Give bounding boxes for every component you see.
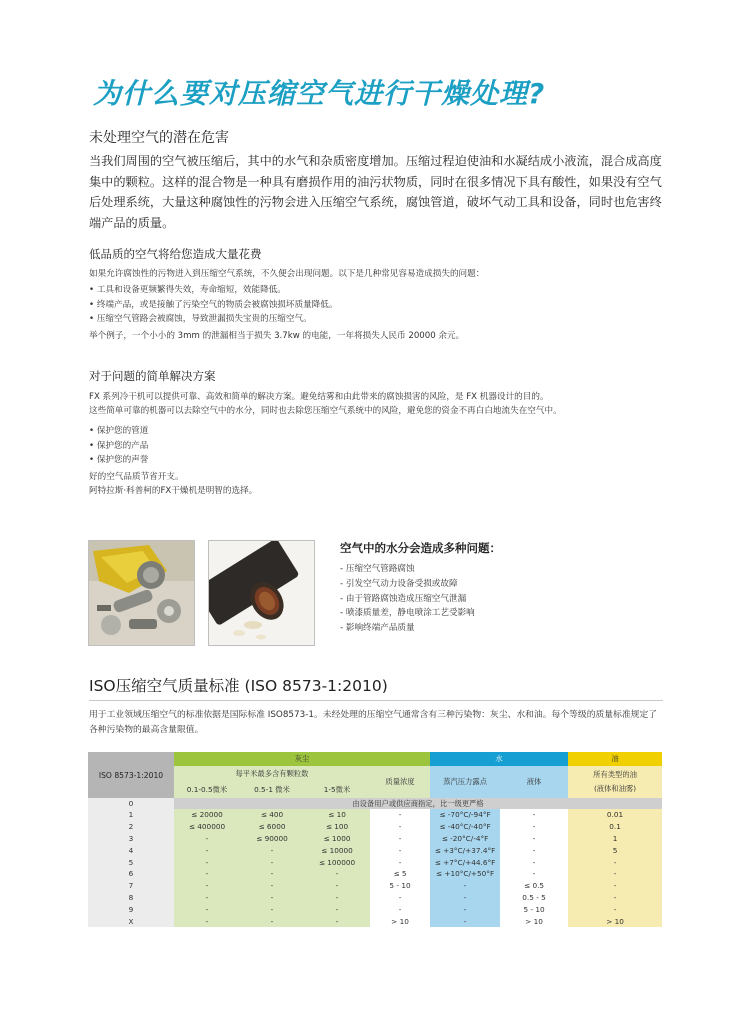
divider — [89, 700, 663, 701]
class-cell: 5 — [88, 856, 174, 868]
class-cell: 6 — [88, 868, 174, 880]
liquid-cell: - — [500, 868, 568, 880]
corroded-pipe-image — [208, 540, 315, 646]
table-row — [88, 880, 662, 892]
particle-0-1-0-5-cell: - — [174, 892, 240, 904]
particle-0-5-1-cell: ≤ 6000 — [240, 821, 304, 833]
list-item: • 保护您的声誉 — [89, 453, 562, 468]
dewpoint-cell: - — [430, 880, 500, 892]
class-cell: 3 — [88, 833, 174, 845]
list-item: - 压缩空气管路腐蚀 — [340, 562, 475, 577]
particle-0-1-0-5-cell: - — [174, 903, 240, 915]
oil-cell: - — [568, 903, 662, 915]
hazards-paragraph: 当我们周围的空气被压缩后，其中的水气和杂质密度增加。压缩过程迫使油和水凝结成小液流，混合成高度集中的颗粒。这样的混合物是一种具有磨损作用的油污状物质，同时在很多情况下具有酸性，如果没有空气后处理系统，大量这种腐蚀性的污物会进入压缩空气系统，腐蚀管道，破坏气动工具和设备，同时也危害终端产品的质量。 — [89, 154, 662, 230]
liquid-cell: ≤ 0.5 — [500, 880, 568, 892]
liquid-cell: 5 - 10 — [500, 903, 568, 915]
particle-0-5-1-cell: - — [240, 903, 304, 915]
list-item: • 保护您的管道 — [89, 424, 562, 439]
particle-0-1-0-5-cell: - — [174, 868, 240, 880]
size-range-header: 0.1-0.5微米 — [174, 782, 240, 798]
class-cell: 7 — [88, 880, 174, 892]
particle-0-1-0-5-cell: - — [174, 833, 240, 845]
dewpoint-cell: - — [430, 892, 500, 904]
particle-0-1-0-5-cell: - — [174, 844, 240, 856]
mass-cell: - — [370, 892, 430, 904]
oil-cell: - — [568, 856, 662, 868]
table-row — [88, 915, 662, 927]
particle-1-5-cell: - — [304, 915, 370, 927]
particle-1-5-cell: - — [304, 868, 370, 880]
particle-0-1-0-5-cell: - — [174, 915, 240, 927]
class-cell: 1 — [88, 809, 174, 821]
mass-cell: - — [370, 833, 430, 845]
costs-intro: 如果允许腐蚀性的污物进入到压缩空气系统，不久便会出现问题。以下是几种常见容易造成损失的问题： — [89, 269, 485, 279]
list-item: • 压缩空气管路会被腐蚀，导致泄漏损失宝贵的压缩空气。 — [89, 312, 484, 327]
mass-concentration-header: 质量浓度 — [370, 766, 430, 798]
iso-quality-table — [88, 752, 662, 927]
class-cell: 9 — [88, 903, 174, 915]
liquid-cell: - — [500, 844, 568, 856]
table-row — [88, 892, 662, 904]
table-row — [88, 856, 662, 868]
particle-0-1-0-5-cell: ≤ 400000 — [174, 821, 240, 833]
iso-standard-header: ISO 8573-1:2010 — [88, 752, 174, 798]
list-item: - 引发空气动力设备受损或故障 — [340, 577, 475, 592]
table-row — [88, 868, 662, 880]
class-cell: 4 — [88, 844, 174, 856]
iso-intro: 用于工业领域压缩空气的标准依据是国际标准 ISO8573-1。未经处理的压缩空气通常含有三种污染物：灰尘、水和油。每个等级的质量标准规定了各种污染物的最高含量限值。 — [89, 710, 658, 735]
list-item: - 由于管路腐蚀造成压缩空气泄漏 — [340, 592, 475, 607]
oil-types-header — [568, 766, 662, 798]
mass-cell: - — [370, 844, 430, 856]
liquid-cell: - — [500, 856, 568, 868]
particle-0-1-0-5-cell: ≤ 20000 — [174, 809, 240, 821]
dewpoint-cell: ≤ -40°C/-40°F — [430, 821, 500, 833]
oil-cell: - — [568, 892, 662, 904]
mass-cell: - — [370, 821, 430, 833]
section-heading-hazards: 未处理空气的潜在危害 — [89, 130, 229, 146]
particle-0-5-1-cell: - — [240, 892, 304, 904]
particle-1-5-cell: ≤ 1000 — [304, 833, 370, 845]
particle-1-5-cell: ≤ 100 — [304, 821, 370, 833]
oil-cell: - — [568, 880, 662, 892]
particle-1-5-cell: - — [304, 903, 370, 915]
section-heading-costs: 低品质的空气将给您造成大量花费 — [89, 247, 262, 261]
costs-bullet-list — [89, 283, 484, 327]
water-group-header: 水 — [430, 752, 568, 766]
solution-line-2: 这些简单可靠的机器可以去除空气中的水分，同时也去除您压缩空气系统中的风险，避免您的资金不再白白地流失在空气中。 — [89, 406, 562, 416]
particle-1-5-cell: ≤ 10000 — [304, 844, 370, 856]
section-heading-solution: 对于问题的简单解决方案 — [89, 369, 216, 383]
liquid-header: 液体 — [500, 766, 568, 798]
list-item: - 喷漆质量差，静电喷涂工艺受影响 — [340, 606, 475, 621]
particle-0-5-1-cell: ≤ 400 — [240, 809, 304, 821]
oil-cell: 0.1 — [568, 821, 662, 833]
mass-cell: - — [370, 903, 430, 915]
iso-heading: ISO压缩空气质量标准 (ISO 8573-1:2010) — [89, 677, 388, 695]
dewpoint-cell: ≤ +3°C/+37.4°F — [430, 844, 500, 856]
particle-0-5-1-cell: - — [240, 868, 304, 880]
mass-cell: > 10 — [370, 915, 430, 927]
mass-cell: - — [370, 856, 430, 868]
particle-0-5-1-cell: - — [240, 915, 304, 927]
table-row — [88, 809, 662, 821]
dewpoint-cell: ≤ +10°C/+50°F — [430, 868, 500, 880]
particle-0-5-1-cell: - — [240, 880, 304, 892]
particle-1-5-cell: - — [304, 892, 370, 904]
particle-count-header: 每平米最多含有颗粒数 — [174, 766, 370, 782]
class-cell: 2 — [88, 821, 174, 833]
dewpoint-cell: ≤ -20°C/-4°F — [430, 833, 500, 845]
liquid-cell: - — [500, 809, 568, 821]
size-range-header: 0.5-1 微米 — [240, 782, 304, 798]
table-row — [88, 844, 662, 856]
class-cell: 8 — [88, 892, 174, 904]
size-range-header: 1-5微米 — [304, 782, 370, 798]
table-row — [88, 903, 662, 915]
dust-group-header: 灰尘 — [174, 752, 430, 766]
solution-block — [89, 390, 562, 498]
oil-cell: 5 — [568, 844, 662, 856]
particle-1-5-cell: - — [304, 880, 370, 892]
oil-cell: - — [568, 868, 662, 880]
list-item: • 保护您的产品 — [89, 439, 562, 454]
particle-0-1-0-5-cell: - — [174, 880, 240, 892]
dewpoint-cell: - — [430, 903, 500, 915]
mass-cell: ≤ 5 — [370, 868, 430, 880]
mass-cell: 5 - 10 — [370, 880, 430, 892]
dewpoint-cell: - — [430, 915, 500, 927]
moisture-problems-list — [340, 562, 475, 636]
mass-cell: - — [370, 809, 430, 821]
oil-cell: 1 — [568, 833, 662, 845]
particle-1-5-cell: ≤ 100000 — [304, 856, 370, 868]
particle-0-5-1-cell: - — [240, 856, 304, 868]
particle-0-5-1-cell: ≤ 90000 — [240, 833, 304, 845]
list-item: • 工具和设备更频繁得失效，寿命缩短，效能降低。 — [89, 283, 484, 298]
table-row — [88, 833, 662, 845]
costs-block — [89, 267, 484, 343]
moisture-problems-heading: 空气中的水分会造成多种问题： — [340, 541, 501, 555]
costs-example: 举个例子，一个小小的 3mm 的泄漏相当于损失 3.7kw 的电能，一年将损失人民币 20000 余元。 — [89, 330, 465, 341]
table-row — [88, 821, 662, 833]
dewpoint-header: 蒸汽压力露点 — [430, 766, 500, 798]
liquid-cell: - — [500, 833, 568, 845]
oil-group-header: 油 — [568, 752, 662, 766]
solution-closing-1: 好的空气品质节省开支。 — [89, 471, 184, 482]
class0-note: 由设备用户或供应商指定，比一级更严格 — [174, 798, 662, 809]
particle-0-5-1-cell: - — [240, 844, 304, 856]
dewpoint-cell: ≤ -70°C/-94°F — [430, 809, 500, 821]
liquid-cell: - — [500, 821, 568, 833]
oil-types-line-2: (液体和油雾) — [593, 784, 637, 793]
class-cell: 0 — [88, 798, 174, 809]
pneumatic-tools-image — [88, 540, 195, 646]
dewpoint-cell: ≤ +7°C/+44.6°F — [430, 856, 500, 868]
list-item: • 终端产品，或是接触了污染空气的物质会被腐蚀损坏质量降低。 — [89, 298, 484, 313]
oil-cell: > 10 — [568, 915, 662, 927]
solution-closing-2: 阿特拉斯·科普柯的FX干燥机是明智的选择。 — [89, 485, 258, 496]
oil-types-line-1: 所有类型的油 — [593, 770, 637, 779]
page-title: 为什么要对压缩空气进行干燥处理? — [93, 77, 546, 110]
solution-bullet-list — [89, 424, 562, 468]
particle-0-1-0-5-cell: - — [174, 856, 240, 868]
list-item: - 影响终端产品质量 — [340, 621, 475, 636]
liquid-cell: 0.5 - 5 — [500, 892, 568, 904]
oil-cell: 0.01 — [568, 809, 662, 821]
liquid-cell: > 10 — [500, 915, 568, 927]
class-cell: X — [88, 915, 174, 927]
solution-line-1: FX 系列冷干机可以提供可靠、高效和简单的解决方案。避免结雾和由此带来的腐蚀损害的风险，是 FX 机器设计的目的。 — [89, 392, 549, 402]
particle-1-5-cell: ≤ 10 — [304, 809, 370, 821]
